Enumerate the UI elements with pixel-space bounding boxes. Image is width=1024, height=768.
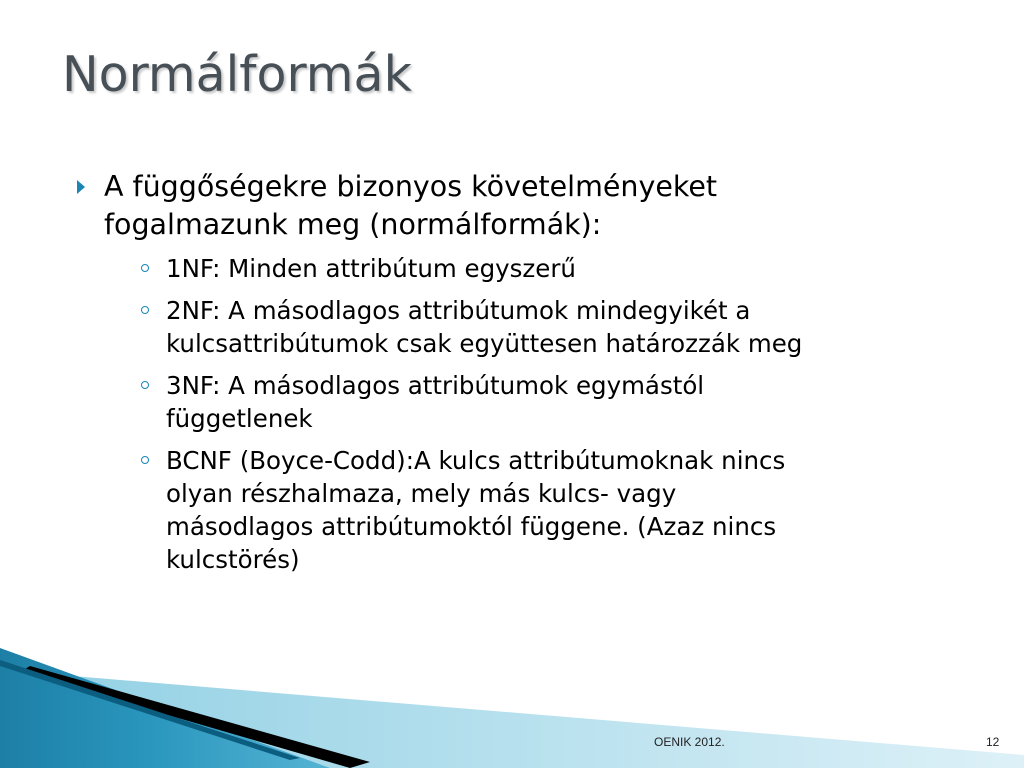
decorative-wave-graphic	[0, 640, 1024, 768]
sub-bullet-line: 1NF: Minden attribútum egyszerű	[166, 254, 576, 283]
sub-bullet-line: függetlenek	[166, 404, 313, 433]
sub-bullet-line: olyan részhalmaza, mely más kulcs- vagy	[166, 479, 677, 508]
sub-bullet-list	[104, 252, 970, 576]
circle-bullet-icon	[141, 264, 149, 272]
sub-bullet-line: 3NF: A másodlagos attribútumok egymástól	[166, 371, 705, 400]
circle-bullet-icon	[141, 381, 149, 389]
circle-bullet-icon	[141, 456, 149, 464]
main-bullet-line: A függőségekre bizonyos követelményeket	[104, 170, 718, 203]
footer-text: OENIK 2012.	[654, 735, 725, 749]
sub-bullet-line: másodlagos attribútumoktól függene. (Azaz nincs	[166, 512, 777, 541]
circle-bullet-icon	[141, 306, 149, 314]
sub-bullet-line: kulcsattribútumok csak együttesen határozzák meg	[166, 329, 803, 358]
sub-bullet-2nf	[104, 294, 970, 360]
sub-bullet-line: kulcstörés)	[166, 545, 300, 574]
sub-bullet-line: 2NF: A másodlagos attribútumok mindegyikét a	[166, 296, 751, 325]
sub-bullet-line: BCNF (Boyce-Codd):A kulcs attribútumoknak nincs	[166, 446, 786, 475]
main-bullet	[70, 168, 970, 576]
main-bullet-line: fogalmazunk meg (normálformák):	[104, 208, 602, 241]
sub-bullet-bcnf	[104, 444, 970, 576]
sub-bullet-1nf	[104, 252, 970, 285]
triangle-bullet-icon	[77, 180, 85, 194]
slide-title: Normálformák	[62, 46, 412, 103]
sub-bullet-3nf	[104, 369, 970, 435]
page-number: 12	[986, 735, 1000, 749]
content-list	[70, 168, 970, 576]
